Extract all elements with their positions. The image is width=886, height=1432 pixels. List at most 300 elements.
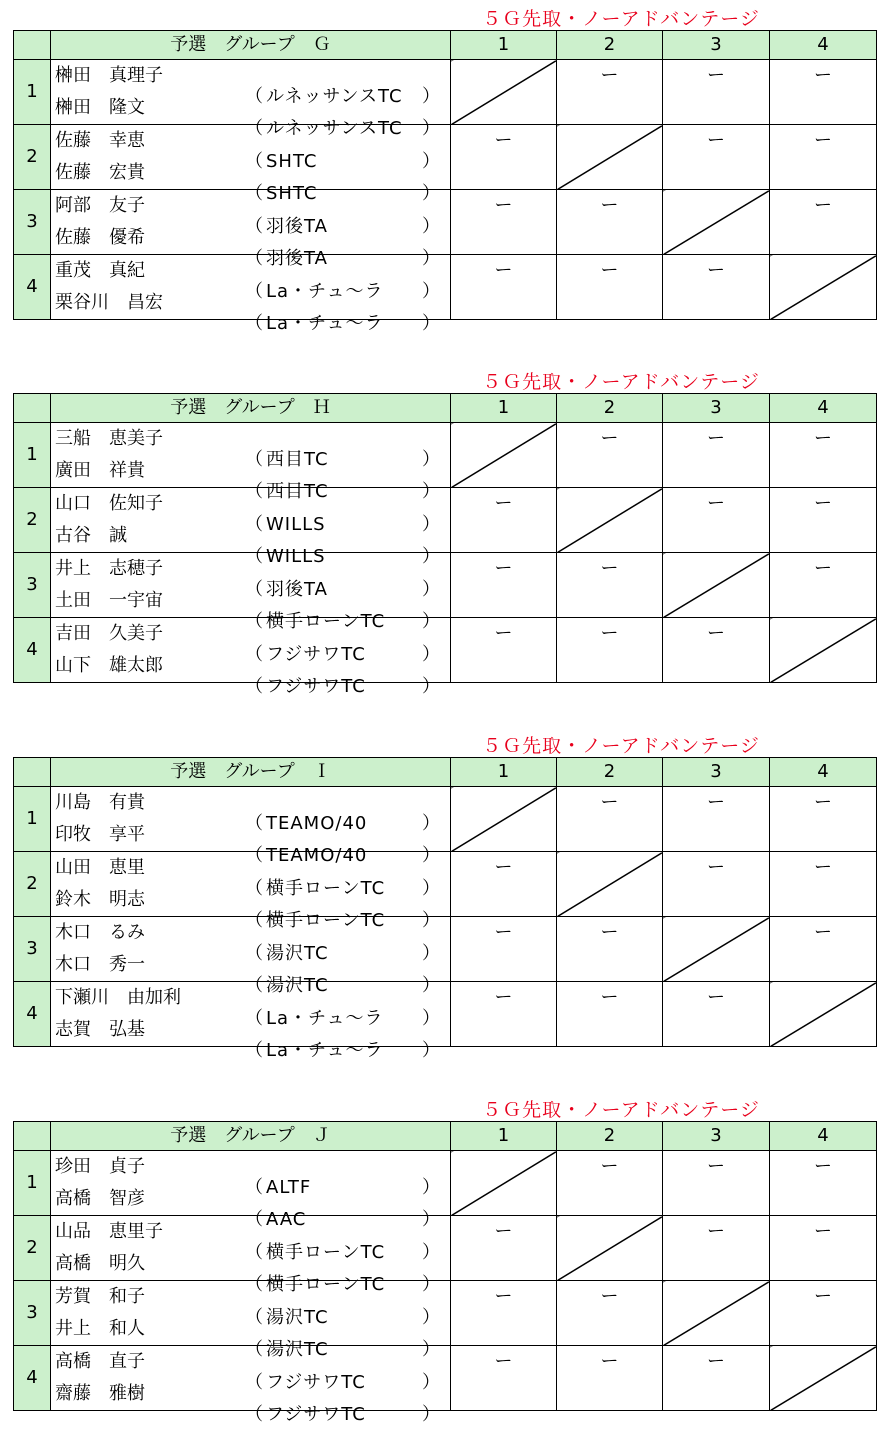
no-result-dash: ー	[600, 195, 619, 216]
result-cell	[770, 60, 877, 125]
team-number: 3	[14, 917, 51, 982]
club-name: 湯沢TC	[266, 1339, 329, 1360]
column-header: 4	[770, 31, 877, 60]
result-cell	[557, 1281, 663, 1346]
player-row	[14, 1216, 877, 1249]
result-cell	[770, 1216, 877, 1281]
team-number: 4	[14, 982, 51, 1047]
player-name: 阿部 友子	[55, 195, 145, 216]
club-name: 横手ローンTC	[266, 910, 386, 931]
player-row	[14, 60, 877, 93]
result-cell	[663, 1346, 770, 1411]
paren-open: （	[245, 975, 263, 996]
no-result-dash: ー	[600, 987, 619, 1008]
team-number: 3	[14, 553, 51, 618]
player-name: 珍田 貞子	[55, 1156, 145, 1177]
result-cell	[663, 488, 770, 553]
paren-open: （	[245, 248, 263, 269]
rule-note: ５Ｇ先取・ノーアドバンテージ	[482, 735, 760, 757]
paren-close: ）	[422, 1404, 440, 1425]
result-cell	[451, 618, 557, 683]
no-result-dash: ー	[814, 857, 832, 878]
rule-note: ５Ｇ先取・ノーアドバンテージ	[482, 1099, 760, 1121]
column-header: 2	[557, 31, 663, 60]
column-header: 4	[770, 1122, 877, 1151]
header-row	[14, 758, 877, 787]
group-title: 予選 グループ Ｈ	[51, 394, 451, 423]
self-match-cell	[451, 1151, 557, 1216]
paren-open: （	[245, 611, 263, 632]
paren-open: （	[245, 449, 263, 470]
header-row	[14, 31, 877, 60]
team-number: 2	[14, 852, 51, 917]
team-number: 3	[14, 190, 51, 255]
group-table	[13, 757, 877, 1061]
column-header: 3	[663, 1122, 770, 1151]
player-name: 山下 雄太郎	[55, 655, 163, 676]
no-result-dash: ー	[707, 1351, 725, 1372]
no-result-dash: ー	[814, 792, 832, 813]
player-name: 土田 一宇宙	[55, 590, 163, 611]
result-cell	[557, 255, 663, 320]
player-row	[14, 125, 877, 158]
paren-close: ）	[422, 1242, 440, 1263]
self-match-cell	[557, 852, 663, 917]
no-result-dash: ー	[494, 558, 513, 579]
self-match-cell	[451, 787, 557, 852]
no-result-dash: ー	[494, 130, 513, 151]
paren-close: ）	[422, 1307, 440, 1328]
paren-close: ）	[422, 1209, 440, 1230]
paren-open: （	[245, 813, 263, 834]
paren-open: （	[245, 676, 263, 697]
result-cell	[557, 1151, 663, 1216]
club-name: フジサワTC	[266, 676, 366, 697]
result-cell	[663, 423, 770, 488]
player-name: 重茂 真紀	[55, 260, 145, 281]
column-header: 2	[557, 1122, 663, 1151]
player-name: 下瀬川 由加利	[55, 987, 181, 1008]
result-cell	[557, 190, 663, 255]
result-cell	[451, 553, 557, 618]
no-result-dash: ー	[707, 792, 725, 813]
no-result-dash: ー	[707, 857, 725, 878]
column-header: 3	[663, 31, 770, 60]
club-name: TEAMO/40	[266, 813, 368, 834]
no-result-dash: ー	[600, 922, 619, 943]
player-row	[14, 1281, 877, 1314]
player-name: 佐藤 宏貴	[55, 162, 145, 183]
paren-close: ）	[422, 676, 440, 697]
no-result-dash: ー	[494, 195, 513, 216]
team-number: 1	[14, 1151, 51, 1216]
result-cell	[557, 618, 663, 683]
self-match-cell	[557, 488, 663, 553]
no-result-dash: ー	[707, 1156, 725, 1177]
self-match-cell	[451, 60, 557, 125]
player-name: 木口 るみ	[55, 922, 145, 943]
no-result-dash: ー	[814, 130, 832, 151]
no-result-dash: ー	[814, 493, 832, 514]
club-name: 西目TC	[266, 481, 329, 502]
player-name: 山田 恵里	[55, 857, 145, 878]
no-result-dash: ー	[814, 65, 832, 86]
player-name: 山品 恵里子	[55, 1221, 163, 1242]
club-name: La・チュ～ラ	[266, 1008, 384, 1029]
self-match-cell	[557, 125, 663, 190]
paren-close: ）	[422, 611, 440, 632]
group-title: 予選 グループ Ｊ	[51, 1122, 451, 1151]
player-row	[14, 1151, 877, 1184]
player-name: 三船 恵美子	[55, 428, 163, 449]
no-result-dash: ー	[494, 493, 513, 514]
result-cell	[451, 190, 557, 255]
result-cell	[451, 125, 557, 190]
player-cell	[51, 787, 451, 834]
result-cell	[663, 982, 770, 1047]
paren-close: ）	[422, 1177, 440, 1198]
no-result-dash: ー	[600, 260, 619, 281]
player-name: 高橋 明久	[55, 1253, 145, 1274]
header-corner	[14, 394, 51, 423]
no-result-dash: ー	[494, 1286, 513, 1307]
result-cell	[451, 1281, 557, 1346]
paren-close: ）	[422, 281, 440, 302]
team-number: 1	[14, 423, 51, 488]
header-corner	[14, 31, 51, 60]
no-result-dash: ー	[600, 1286, 619, 1307]
paren-open: （	[245, 910, 263, 931]
player-row	[14, 852, 877, 885]
result-cell	[663, 125, 770, 190]
column-header: 1	[451, 394, 557, 423]
paren-open: （	[245, 86, 263, 107]
paren-close: ）	[422, 579, 440, 600]
player-cell	[51, 60, 451, 107]
paren-open: （	[245, 313, 263, 334]
result-cell	[557, 60, 663, 125]
result-cell	[770, 190, 877, 255]
column-header: 3	[663, 758, 770, 787]
club-name: フジサワTC	[266, 1404, 366, 1425]
no-result-dash: ー	[494, 1351, 513, 1372]
header-row	[14, 1122, 877, 1151]
no-result-dash: ー	[814, 558, 832, 579]
club-name: フジサワTC	[266, 644, 366, 665]
player-row	[14, 190, 877, 223]
paren-open: （	[245, 183, 263, 204]
column-header: 4	[770, 758, 877, 787]
player-row	[14, 423, 877, 456]
self-match-cell	[557, 1216, 663, 1281]
player-row	[14, 618, 877, 651]
player-name: 榊田 隆文	[55, 97, 145, 118]
paren-close: ）	[422, 118, 440, 139]
result-cell	[451, 917, 557, 982]
result-cell	[557, 982, 663, 1047]
no-result-dash: ー	[494, 260, 513, 281]
result-cell	[770, 917, 877, 982]
result-cell	[451, 852, 557, 917]
paren-open: （	[245, 1177, 263, 1198]
self-match-cell	[663, 1281, 770, 1346]
column-header: 3	[663, 394, 770, 423]
result-cell	[663, 787, 770, 852]
result-cell	[451, 1216, 557, 1281]
club-name: 羽後TA	[266, 248, 328, 269]
self-match-cell	[770, 982, 877, 1047]
result-cell	[663, 1216, 770, 1281]
paren-close: ）	[422, 943, 440, 964]
no-result-dash: ー	[600, 1156, 619, 1177]
team-number: 1	[14, 787, 51, 852]
result-cell	[557, 917, 663, 982]
self-match-cell	[770, 1346, 877, 1411]
player-name: 齋藤 雅樹	[55, 1383, 145, 1404]
column-header: 4	[770, 394, 877, 423]
club-name: 羽後TA	[266, 579, 328, 600]
player-name: 廣田 祥貴	[55, 460, 145, 481]
group-table	[13, 393, 877, 697]
header-row	[14, 394, 877, 423]
team-number: 1	[14, 60, 51, 125]
no-result-dash: ー	[707, 65, 725, 86]
no-result-dash: ー	[814, 195, 832, 216]
paren-open: （	[245, 878, 263, 899]
player-name: 吉田 久美子	[55, 623, 163, 644]
paren-close: ）	[422, 86, 440, 107]
team-number: 4	[14, 1346, 51, 1411]
paren-open: （	[245, 644, 263, 665]
player-name: 高橋 直子	[55, 1351, 145, 1372]
paren-close: ）	[422, 1040, 440, 1061]
no-result-dash: ー	[707, 987, 725, 1008]
player-name: 鈴木 明志	[55, 889, 145, 910]
self-match-cell	[663, 917, 770, 982]
no-result-dash: ー	[600, 428, 619, 449]
paren-open: （	[245, 216, 263, 237]
team-number: 3	[14, 1281, 51, 1346]
player-row	[14, 553, 877, 586]
club-name: WILLS	[266, 514, 326, 535]
group-title: 予選 グループ Ｇ	[51, 31, 451, 60]
result-cell	[663, 618, 770, 683]
no-result-dash: ー	[494, 987, 513, 1008]
no-result-dash: ー	[600, 65, 619, 86]
no-result-dash: ー	[814, 428, 832, 449]
result-cell	[770, 852, 877, 917]
paren-open: （	[245, 481, 263, 502]
no-result-dash: ー	[707, 1221, 725, 1242]
paren-open: （	[245, 845, 263, 866]
club-name: La・チュ～ラ	[266, 1040, 384, 1061]
group-title: 予選 グループ Ｉ	[51, 758, 451, 787]
club-name: 羽後TA	[266, 216, 328, 237]
result-cell	[663, 1151, 770, 1216]
self-match-cell	[451, 423, 557, 488]
paren-open: （	[245, 1404, 263, 1425]
player-name: 古谷 誠	[55, 525, 127, 546]
result-cell	[451, 255, 557, 320]
club-name: SHTC	[266, 151, 318, 172]
paren-close: ）	[422, 910, 440, 931]
player-name: 印牧 享平	[55, 824, 145, 845]
club-name: 西目TC	[266, 449, 329, 470]
club-name: 湯沢TC	[266, 975, 329, 996]
player-name: 佐藤 優希	[55, 227, 145, 248]
paren-close: ）	[422, 644, 440, 665]
team-number: 4	[14, 255, 51, 320]
result-cell	[451, 488, 557, 553]
club-name: 横手ローンTC	[266, 1274, 386, 1295]
no-result-dash: ー	[707, 428, 725, 449]
no-result-dash: ー	[494, 1221, 513, 1242]
no-result-dash: ー	[814, 1286, 832, 1307]
paren-close: ）	[422, 481, 440, 502]
no-result-dash: ー	[600, 558, 619, 579]
team-number: 2	[14, 488, 51, 553]
column-header: 1	[451, 31, 557, 60]
paren-close: ）	[422, 1274, 440, 1295]
paren-close: ）	[422, 1372, 440, 1393]
paren-close: ）	[422, 975, 440, 996]
result-cell	[557, 787, 663, 852]
player-row	[14, 1346, 877, 1379]
group-table	[13, 30, 877, 334]
club-name: 横手ローンTC	[266, 1242, 386, 1263]
player-name: 芳賀 和子	[55, 1286, 145, 1307]
paren-open: （	[245, 1372, 263, 1393]
player-row	[14, 255, 877, 288]
column-header: 1	[451, 758, 557, 787]
player-cell	[51, 1151, 451, 1198]
paren-open: （	[245, 1274, 263, 1295]
paren-open: （	[245, 1209, 263, 1230]
result-cell	[663, 852, 770, 917]
club-name: フジサワTC	[266, 1372, 366, 1393]
result-cell	[770, 787, 877, 852]
club-name: La・チュ～ラ	[266, 313, 384, 334]
paren-open: （	[245, 943, 263, 964]
paren-close: ）	[422, 151, 440, 172]
paren-open: （	[245, 1339, 263, 1360]
rule-note: ５Ｇ先取・ノーアドバンテージ	[482, 8, 760, 30]
column-header: 1	[451, 1122, 557, 1151]
player-name: 栗谷川 昌宏	[55, 292, 163, 313]
no-result-dash: ー	[600, 623, 619, 644]
player-row	[14, 982, 877, 1015]
paren-close: ）	[422, 546, 440, 567]
result-cell	[770, 488, 877, 553]
player-row	[14, 917, 877, 950]
no-result-dash: ー	[707, 623, 725, 644]
player-name: 佐藤 幸恵	[55, 130, 145, 151]
result-cell	[663, 255, 770, 320]
paren-close: ）	[422, 845, 440, 866]
club-name: 湯沢TC	[266, 1307, 329, 1328]
no-result-dash: ー	[707, 130, 725, 151]
no-result-dash: ー	[814, 922, 832, 943]
club-name: TEAMO/40	[266, 845, 368, 866]
self-match-cell	[770, 618, 877, 683]
paren-open: （	[245, 514, 263, 535]
result-cell	[663, 60, 770, 125]
no-result-dash: ー	[494, 922, 513, 943]
result-cell	[770, 553, 877, 618]
result-cell	[451, 982, 557, 1047]
team-number: 4	[14, 618, 51, 683]
club-name: La・チュ～ラ	[266, 281, 384, 302]
result-cell	[770, 125, 877, 190]
team-number: 2	[14, 125, 51, 190]
paren-close: ）	[422, 878, 440, 899]
paren-open: （	[245, 579, 263, 600]
player-row	[14, 488, 877, 521]
club-name: 横手ローンTC	[266, 878, 386, 899]
column-header: 2	[557, 394, 663, 423]
paren-close: ）	[422, 514, 440, 535]
self-match-cell	[663, 190, 770, 255]
paren-open: （	[245, 1307, 263, 1328]
result-cell	[557, 423, 663, 488]
paren-open: （	[245, 281, 263, 302]
result-cell	[770, 423, 877, 488]
player-name: 榊田 真理子	[55, 65, 163, 86]
no-result-dash: ー	[600, 1351, 619, 1372]
paren-open: （	[245, 1040, 263, 1061]
no-result-dash: ー	[814, 1156, 832, 1177]
paren-close: ）	[422, 183, 440, 204]
player-name: 山口 佐知子	[55, 493, 163, 514]
result-cell	[557, 1346, 663, 1411]
rule-note: ５Ｇ先取・ノーアドバンテージ	[482, 371, 760, 393]
club-name: WILLS	[266, 546, 326, 567]
club-name: ルネッサンスTC	[266, 86, 403, 107]
self-match-cell	[770, 255, 877, 320]
player-name: 木口 秀一	[55, 954, 145, 975]
paren-open: （	[245, 546, 263, 567]
player-name: 井上 和人	[55, 1318, 145, 1339]
paren-close: ）	[422, 313, 440, 334]
paren-close: ）	[422, 1008, 440, 1029]
result-cell	[557, 553, 663, 618]
paren-open: （	[245, 1242, 263, 1263]
no-result-dash: ー	[707, 493, 725, 514]
paren-open: （	[245, 151, 263, 172]
header-corner	[14, 1122, 51, 1151]
club-name: ルネッサンスTC	[266, 118, 403, 139]
club-name: 湯沢TC	[266, 943, 329, 964]
self-match-cell	[663, 553, 770, 618]
no-result-dash: ー	[600, 792, 619, 813]
paren-close: ）	[422, 248, 440, 269]
player-name: 志賀 弘基	[55, 1019, 145, 1040]
paren-close: ）	[422, 813, 440, 834]
team-number: 2	[14, 1216, 51, 1281]
no-result-dash: ー	[494, 623, 513, 644]
club-name: SHTC	[266, 183, 318, 204]
player-name: 井上 志穂子	[55, 558, 163, 579]
paren-open: （	[245, 118, 263, 139]
player-cell	[51, 423, 451, 470]
paren-open: （	[245, 1008, 263, 1029]
result-cell	[770, 1151, 877, 1216]
paren-close: ）	[422, 1339, 440, 1360]
header-corner	[14, 758, 51, 787]
club-name: AAC	[266, 1209, 307, 1230]
player-row	[14, 787, 877, 820]
player-name: 川島 有貴	[55, 792, 145, 813]
